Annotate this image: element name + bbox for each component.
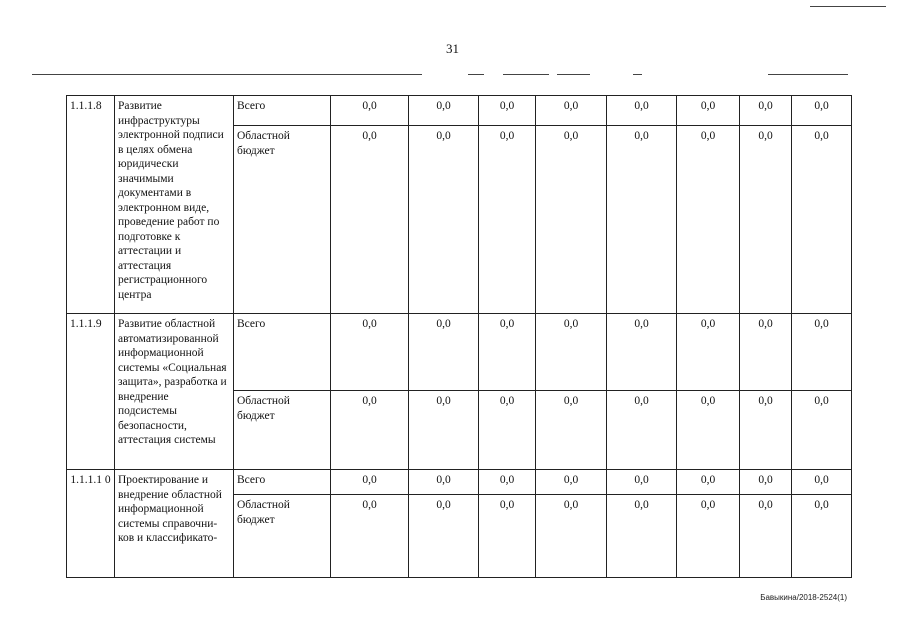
- measure-code: 1.1.1.1 0: [67, 470, 115, 578]
- header-rule-segment: [633, 74, 642, 75]
- header-rule-segment: [557, 74, 590, 75]
- document-reference: Бавыкина/2018-2524(1): [760, 593, 847, 602]
- amount-cell: 0,0: [479, 314, 536, 391]
- amount-cell: 0,0: [677, 470, 740, 495]
- amount-cell: 0,0: [409, 470, 479, 495]
- amount-cell: 0,0: [740, 96, 792, 126]
- amount-cell: 0,0: [677, 495, 740, 578]
- amount-cell: 0,0: [536, 391, 607, 470]
- amount-cell: 0,0: [409, 391, 479, 470]
- funding-source: Всего: [234, 470, 331, 495]
- amount-cell: 0,0: [331, 126, 409, 314]
- header-rule-segment: [503, 74, 549, 75]
- page-number: 31: [446, 41, 459, 56]
- header-rule: [32, 74, 422, 75]
- amount-cell: 0,0: [740, 314, 792, 391]
- amount-cell: 0,0: [331, 495, 409, 578]
- amount-cell: 0,0: [740, 391, 792, 470]
- table-row: [67, 314, 852, 391]
- funding-source: Областной бюджет: [234, 391, 331, 470]
- amount-cell: 0,0: [677, 96, 740, 126]
- amount-cell: 0,0: [607, 96, 677, 126]
- header-rule-segment: [468, 74, 484, 75]
- amount-cell: 0,0: [536, 96, 607, 126]
- amount-cell: 0,0: [740, 126, 792, 314]
- measure-code: 1.1.1.8: [67, 96, 115, 314]
- amount-cell: 0,0: [409, 96, 479, 126]
- amount-cell: 0,0: [792, 96, 852, 126]
- amount-cell: 0,0: [677, 126, 740, 314]
- amount-cell: 0,0: [409, 495, 479, 578]
- measure-name: Развитие инфраструктуры электронной подписи в целях обмена юридически значимыми документами в электронном виде, проведение работ по подготовке к аттестации и аттестация регистрационного центра: [115, 96, 234, 314]
- amount-cell: 0,0: [331, 314, 409, 391]
- amount-cell: 0,0: [409, 126, 479, 314]
- funding-source: Областной бюджет: [234, 495, 331, 578]
- amount-cell: 0,0: [479, 126, 536, 314]
- table-row: [67, 470, 852, 495]
- funding-source: Областной бюджет: [234, 126, 331, 314]
- corner-rule: [810, 6, 886, 7]
- amount-cell: 0,0: [740, 470, 792, 495]
- amount-cell: 0,0: [607, 126, 677, 314]
- amount-cell: 0,0: [479, 96, 536, 126]
- amount-cell: 0,0: [792, 126, 852, 314]
- measure-name: Развитие областной автоматизированной информационной системы «Социальная защита», разработка и внедрение подсистемы безопасности, аттестация системы: [115, 314, 234, 470]
- table-row: [67, 96, 852, 126]
- amount-cell: 0,0: [677, 391, 740, 470]
- measure-code: 1.1.1.9: [67, 314, 115, 470]
- amount-cell: 0,0: [479, 470, 536, 495]
- amount-cell: 0,0: [479, 495, 536, 578]
- amount-cell: 0,0: [536, 470, 607, 495]
- amount-cell: 0,0: [331, 391, 409, 470]
- header-rule-segment: [768, 74, 848, 75]
- amount-cell: 0,0: [331, 470, 409, 495]
- amount-cell: 0,0: [607, 314, 677, 391]
- amount-cell: 0,0: [740, 495, 792, 578]
- amount-cell: 0,0: [536, 126, 607, 314]
- amount-cell: 0,0: [536, 314, 607, 391]
- measure-name: Проектирование и внедрение областной информационной системы справочни-ков и классификато-: [115, 470, 234, 578]
- budget-table: [66, 95, 852, 578]
- amount-cell: 0,0: [677, 314, 740, 391]
- funding-source: Всего: [234, 96, 331, 126]
- amount-cell: 0,0: [409, 314, 479, 391]
- amount-cell: 0,0: [792, 314, 852, 391]
- amount-cell: 0,0: [331, 96, 409, 126]
- amount-cell: 0,0: [792, 495, 852, 578]
- amount-cell: 0,0: [792, 391, 852, 470]
- amount-cell: 0,0: [792, 470, 852, 495]
- budget-table-body: [67, 96, 852, 578]
- amount-cell: 0,0: [536, 495, 607, 578]
- funding-source: Всего: [234, 314, 331, 391]
- amount-cell: 0,0: [479, 391, 536, 470]
- amount-cell: 0,0: [607, 470, 677, 495]
- amount-cell: 0,0: [607, 391, 677, 470]
- amount-cell: 0,0: [607, 495, 677, 578]
